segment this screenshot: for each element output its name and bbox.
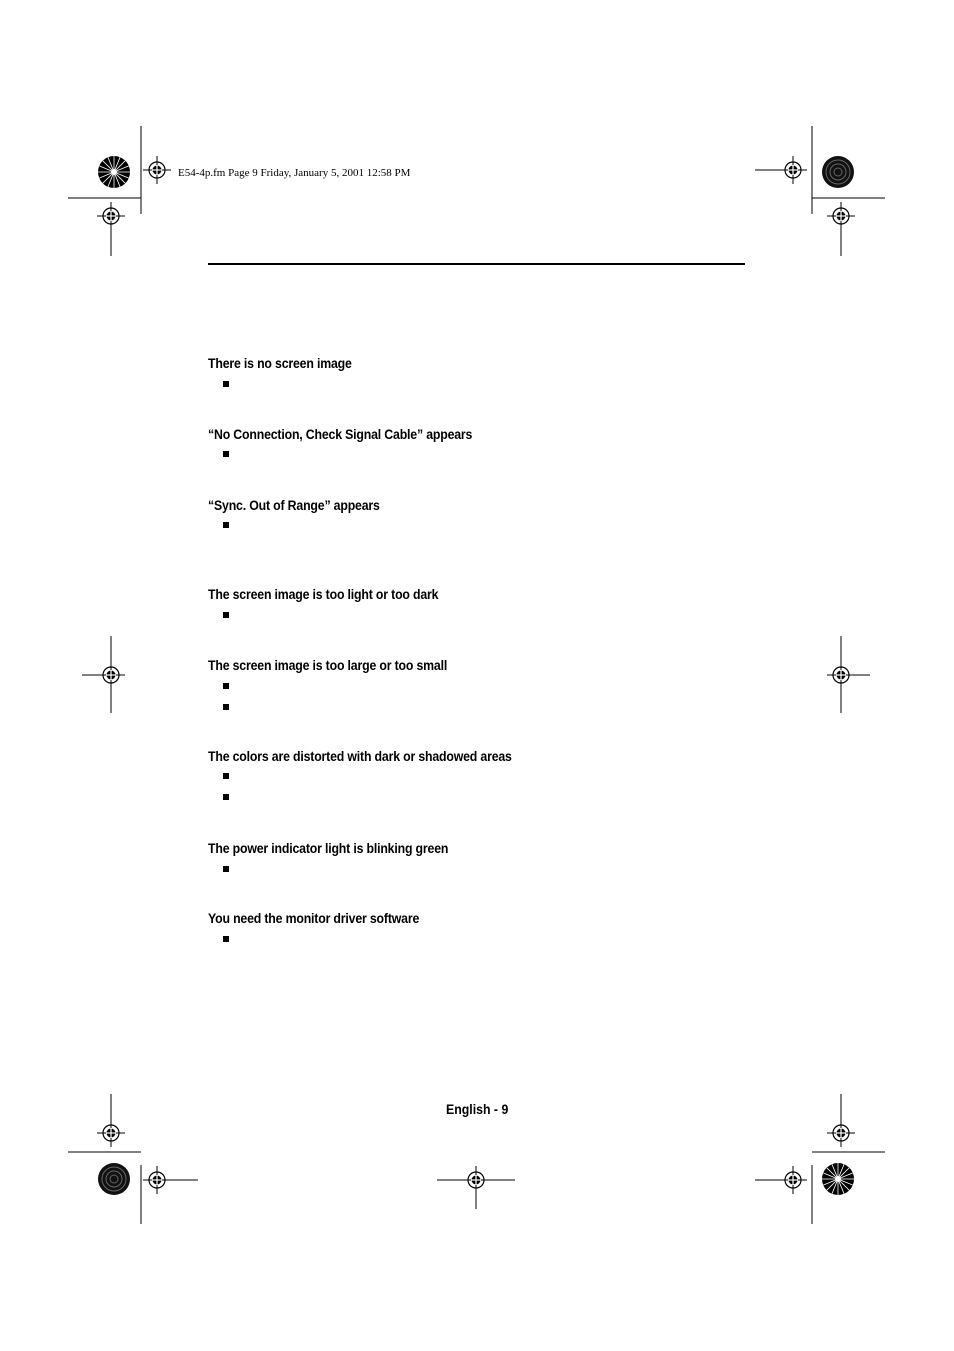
- bullet-icon: [223, 451, 229, 457]
- bullet-icon: [223, 936, 229, 942]
- section-heading: The colors are distorted with dark or shadowed areas: [208, 748, 512, 764]
- section-heading: You need the monitor driver software: [208, 910, 420, 926]
- bullet-icon: [223, 794, 229, 800]
- page-number: English - 9: [446, 1101, 509, 1117]
- file-slug: E54-4p.fm Page 9 Friday, January 5, 2001 12:58 PM: [178, 167, 411, 179]
- bullet-icon: [223, 866, 229, 872]
- bullet-icon: [223, 381, 229, 387]
- header-rule: [208, 263, 745, 265]
- bullet-icon: [223, 683, 229, 689]
- bullet-icon: [223, 612, 229, 618]
- section-heading: The screen image is too light or too dark: [208, 586, 439, 602]
- section-heading: “Sync. Out of Range” appears: [208, 497, 380, 513]
- bullet-icon: [223, 773, 229, 779]
- section-heading: The power indicator light is blinking green: [208, 840, 449, 856]
- section-heading: “No Connection, Check Signal Cable” appears: [208, 426, 473, 442]
- section-heading: The screen image is too large or too small: [208, 657, 448, 673]
- bullet-icon: [223, 704, 229, 710]
- bullet-icon: [223, 522, 229, 528]
- section-heading: There is no screen image: [208, 355, 352, 371]
